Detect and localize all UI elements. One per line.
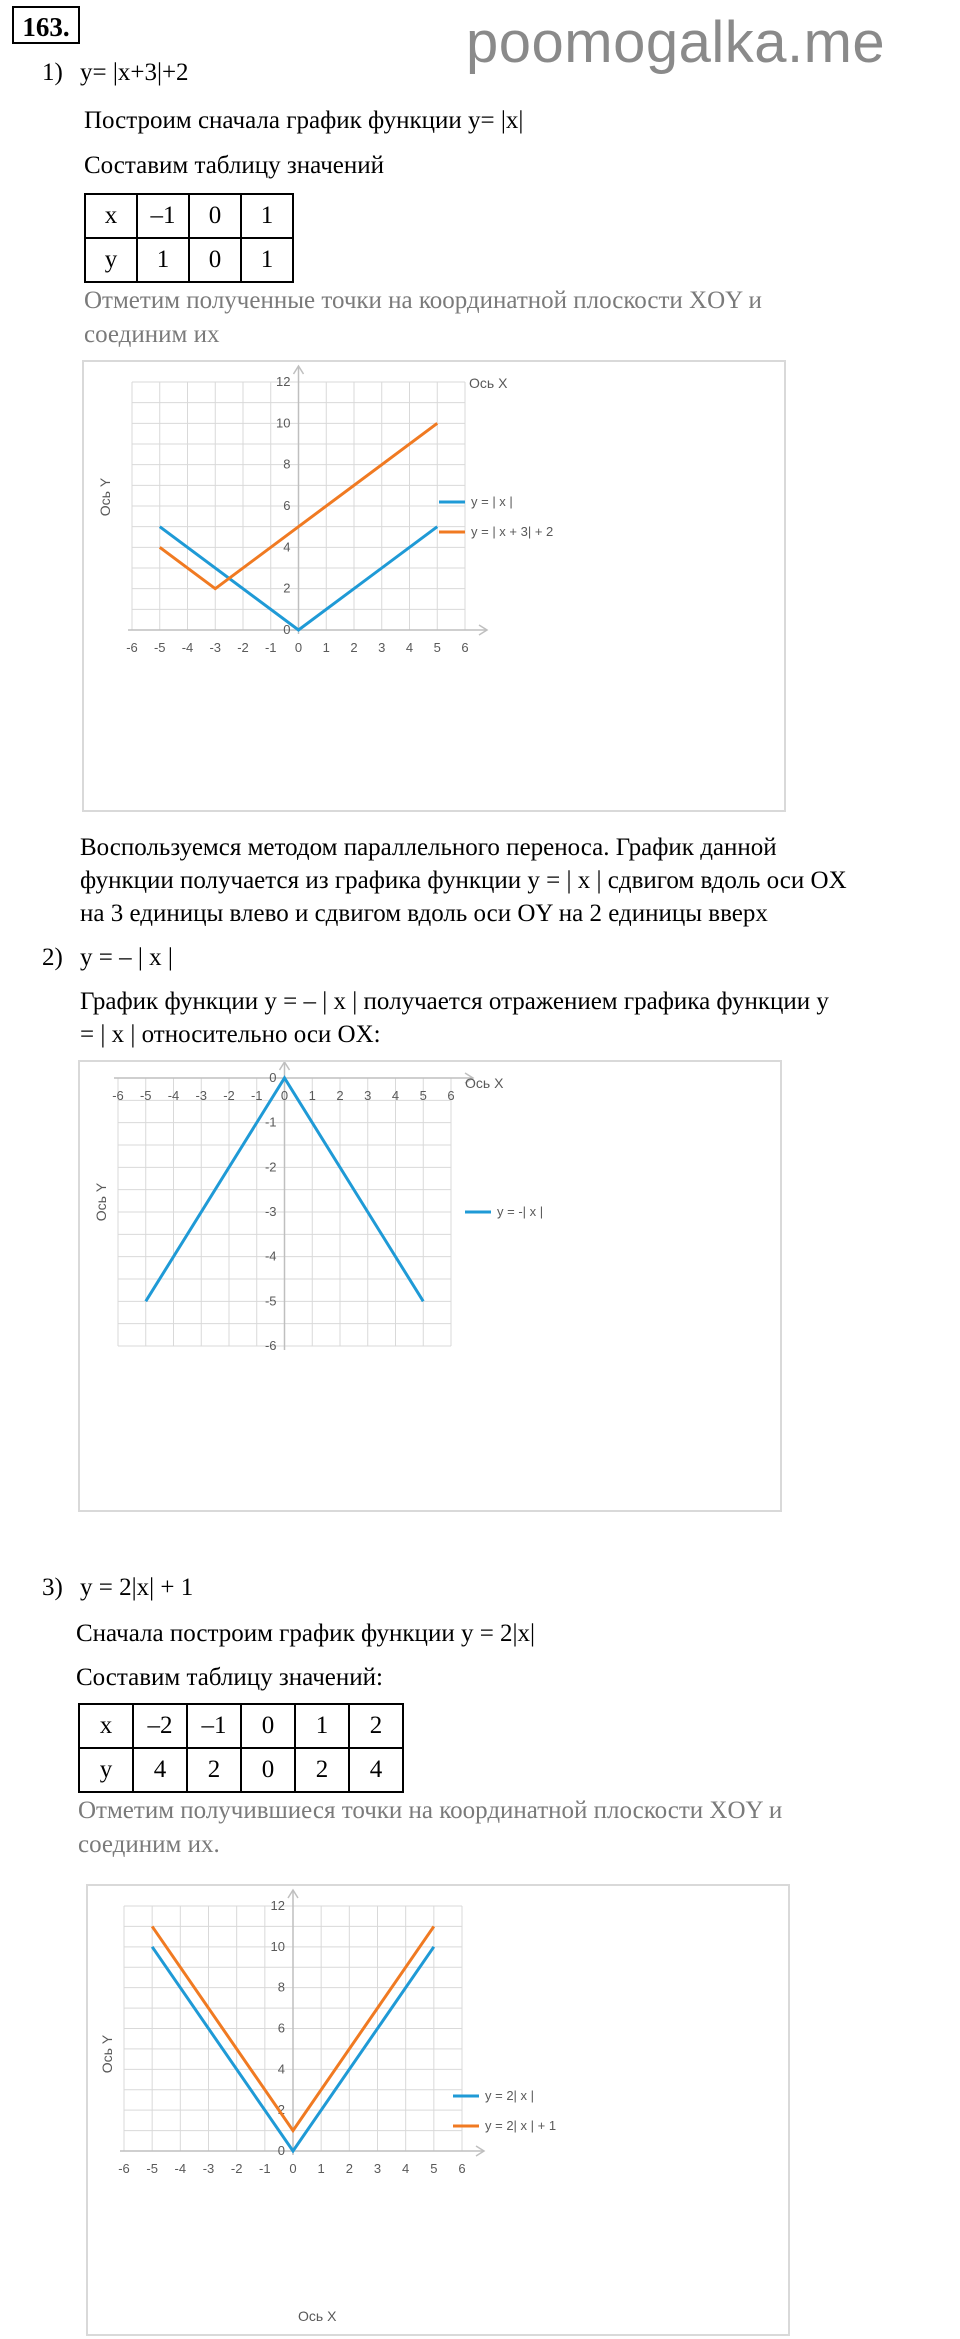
y-tick-label: 8 [277, 1979, 285, 1995]
y-tick-label: 12 [276, 374, 291, 389]
part3-mark-points-line1: Отметим получившиеся точки на координатной плоскости XOY и [78, 1797, 783, 1824]
y-tick-label: 6 [283, 498, 291, 513]
x-tick-label: 5 [419, 1088, 427, 1103]
table-cell: y [85, 238, 137, 282]
part3-number: 3) [42, 1574, 63, 1601]
table-cell: 4 [133, 1748, 187, 1792]
y-tick-label: 0 [283, 622, 291, 637]
x-axis-title: Ось X [469, 375, 508, 391]
x-tick-label: -5 [139, 1088, 152, 1103]
part3-step1: Сначала построим график функции y = 2|x| [76, 1620, 536, 1647]
legend-label: y = | x + 3| + 2 [471, 524, 554, 539]
x-tick-label: 1 [317, 2161, 325, 2176]
y-axis-title: Ось Y [93, 1182, 109, 1222]
y-tick-label: 0 [269, 1070, 277, 1085]
chart2 [80, 1062, 780, 1510]
x-tick-label: -6 [126, 640, 138, 655]
part2-formula: y = – | x | [80, 944, 173, 971]
x-tick-label: 1 [308, 1088, 316, 1103]
y-tick-label: 2 [283, 580, 291, 596]
table-cell: 0 [241, 1704, 295, 1748]
y-tick-label: -6 [264, 1338, 277, 1353]
x-tick-label: 5 [430, 2161, 438, 2176]
table-cell: 4 [349, 1748, 403, 1792]
y-tick-label: -4 [264, 1248, 277, 1264]
x-tick-label: 6 [461, 640, 469, 655]
table-row [85, 238, 293, 282]
table-row [85, 194, 293, 238]
y-tick-label: -1 [264, 1114, 277, 1130]
chart3-frame [86, 1884, 790, 2336]
x-tick-label: 2 [345, 2161, 353, 2176]
part3-mark-points-line2: соединим их. [78, 1831, 220, 1858]
y-tick-label: -5 [264, 1293, 277, 1309]
x-tick-label: -2 [230, 2161, 243, 2176]
x-tick-label: 6 [458, 2161, 466, 2176]
x-tick-label: -6 [118, 2161, 130, 2176]
x-tick-label: -3 [209, 640, 222, 655]
x-axis-title: Ось X [465, 1075, 504, 1091]
part2-explain-line2: = | x | относительно оси OX: [80, 1021, 381, 1048]
y-tick-label: 4 [277, 2061, 285, 2077]
table-cell: –1 [187, 1704, 241, 1748]
table-cell: 1 [137, 238, 189, 282]
x-tick-label: 3 [373, 2161, 382, 2176]
watermark: poomogalka.me [466, 10, 886, 75]
part1-explain-line3: на 3 единицы влево и сдвигом вдоль оси OY на 2 единицы вверх [80, 900, 768, 927]
table-cell: 0 [189, 238, 241, 282]
x-tick-label: 0 [280, 1088, 289, 1103]
y-tick-label: 10 [276, 415, 291, 431]
y-tick-label: 2 [277, 2102, 285, 2118]
part1-explain-line2: функции получается из графика функции y = | x | сдвигом вдоль оси OX [80, 867, 847, 894]
y-tick-label: 8 [283, 456, 291, 472]
part1-step1: Построим сначала график функции y= |x| [84, 107, 524, 134]
table-cell: x [79, 1704, 133, 1748]
part3-values-table [78, 1703, 404, 1793]
x-tick-label: -4 [167, 1088, 180, 1103]
x-tick-label: 4 [405, 640, 414, 655]
x-tick-label: -4 [181, 640, 194, 655]
y-tick-label: 10 [270, 1938, 285, 1954]
chart2-frame [78, 1060, 782, 1512]
table-cell: 1 [241, 194, 293, 238]
part3-formula: y = 2|x| + 1 [80, 1574, 194, 1601]
y-tick-label: 4 [283, 539, 291, 555]
x-tick-label: 4 [402, 2161, 410, 2176]
part1-mark-points-line2: соединим их [84, 321, 220, 348]
x-tick-label: -5 [146, 2161, 158, 2176]
x-tick-label: 5 [433, 640, 441, 655]
y-tick-label: -3 [264, 1204, 277, 1219]
x-tick-label: -3 [202, 2161, 215, 2176]
x-tick-label: 2 [336, 1088, 344, 1103]
legend-label: y = | x | [471, 494, 513, 509]
table-cell: –1 [137, 194, 189, 238]
table-cell: 1 [241, 238, 293, 282]
x-axis-title: Ось X [298, 2308, 337, 2324]
x-tick-label: -3 [195, 1088, 208, 1103]
table-cell: 0 [189, 194, 241, 238]
table-cell: 2 [295, 1748, 349, 1792]
part1-number: 1) [42, 59, 63, 86]
y-axis-title: Ось Y [97, 477, 113, 517]
table-cell: 0 [241, 1748, 295, 1792]
x-tick-label: 0 [289, 2161, 297, 2176]
x-tick-label: 4 [391, 1088, 400, 1103]
x-tick-label: 0 [294, 640, 303, 655]
y-tick-label: 0 [277, 2143, 285, 2158]
x-tick-label: -2 [237, 640, 249, 655]
x-tick-label: -2 [223, 1088, 235, 1103]
y-tick-label: 6 [277, 2020, 285, 2036]
part1-values-table [84, 193, 294, 283]
part3-step2: Составим таблицу значений: [76, 1664, 383, 1691]
x-tick-label: 2 [350, 640, 358, 655]
part1-formula: y= |x+3|+2 [80, 59, 189, 86]
legend-label: y = 2| x | + 1 [485, 2118, 557, 2133]
part2-explain-line1: График функции y = – | x | получается отражением графика функции y [80, 988, 829, 1015]
table-cell: –2 [133, 1704, 187, 1748]
chart3 [88, 1886, 788, 2334]
y-tick-label: 12 [270, 1898, 285, 1913]
chart1-frame [82, 360, 786, 812]
x-tick-label: 6 [447, 1088, 455, 1103]
task-number: 163. [12, 6, 80, 44]
x-tick-label: 3 [378, 640, 386, 655]
x-tick-label: -4 [174, 2161, 187, 2176]
y-tick-label: -2 [264, 1159, 277, 1175]
x-tick-label: -1 [259, 2161, 271, 2176]
table-cell: 1 [295, 1704, 349, 1748]
legend-label: y = 2| x | [485, 2088, 535, 2103]
x-tick-label: 1 [322, 640, 330, 655]
table-cell: y [79, 1748, 133, 1792]
part1-mark-points-line1: Отметим полученные точки на координатной плоскости XOY и [84, 287, 762, 314]
chart1 [84, 362, 784, 810]
table-cell: x [85, 194, 137, 238]
y-axis-title: Ось Y [99, 2034, 115, 2074]
legend-label: y = -| x | [497, 1204, 544, 1219]
part1-explain-line1: Воспользуемся методом параллельного переноса. График данной [80, 834, 777, 861]
table-cell: 2 [187, 1748, 241, 1792]
x-tick-label: -1 [264, 640, 277, 655]
x-tick-label: -1 [250, 1088, 263, 1103]
table-row [79, 1748, 403, 1792]
x-tick-label: -5 [153, 640, 166, 655]
table-row [79, 1704, 403, 1748]
x-tick-label: 3 [364, 1088, 372, 1103]
part1-step2: Составим таблицу значений [84, 152, 385, 179]
x-tick-label: -6 [112, 1088, 124, 1103]
table-cell: 2 [349, 1704, 403, 1748]
part2-number: 2) [42, 944, 63, 971]
